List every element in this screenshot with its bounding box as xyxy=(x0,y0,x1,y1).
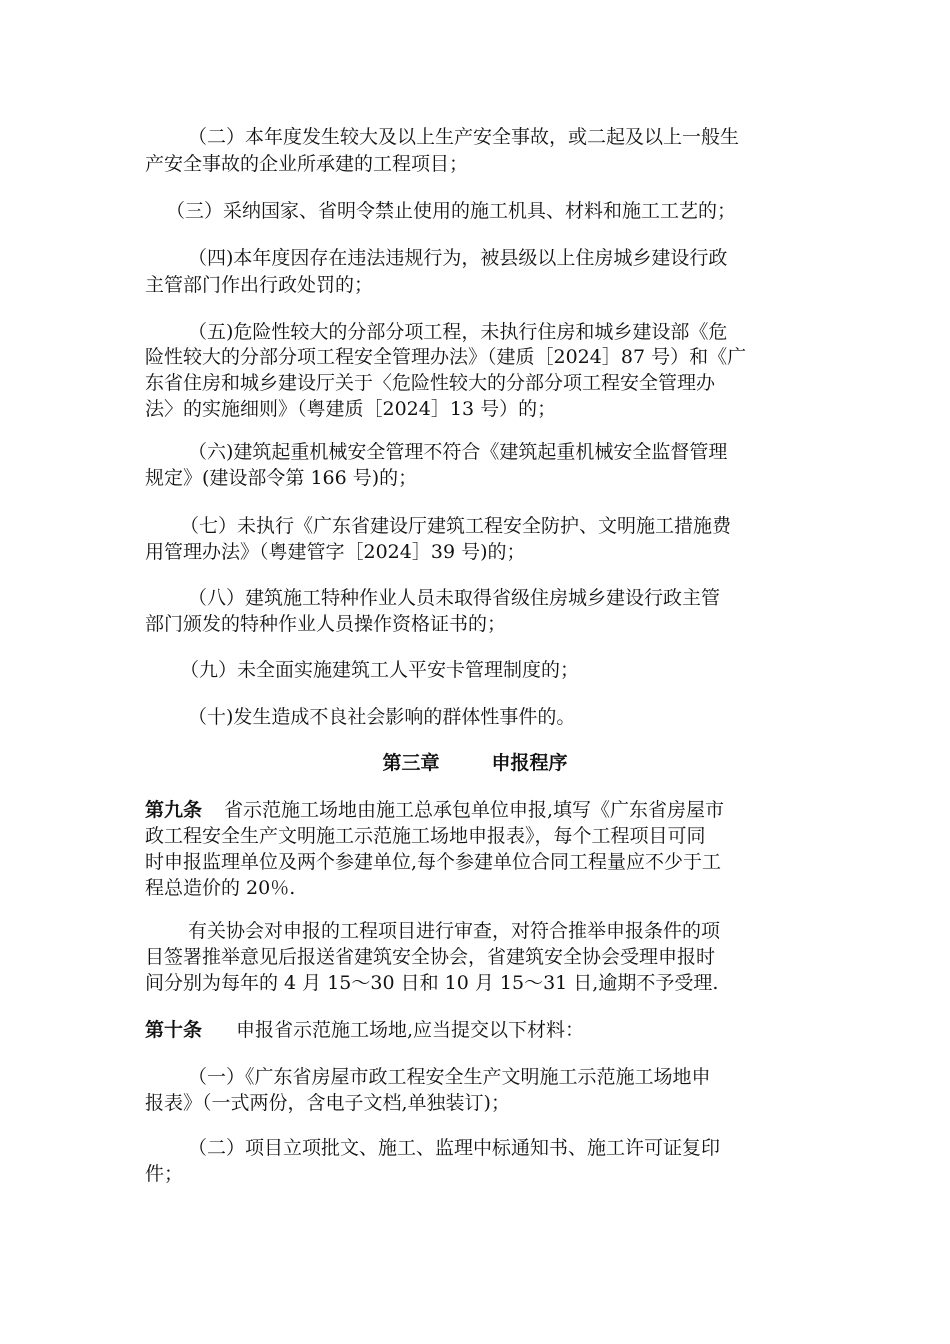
item-4-line-2: 主管部门作出行政处罚的； xyxy=(145,274,374,296)
article-9-label: 第九条 xyxy=(145,799,203,821)
article-10-text-1: 申报省示范施工场地,应当提交以下材料： xyxy=(236,1019,585,1041)
item-10-line-1: （十)发生造成不良社会影响的群体性事件的。 xyxy=(188,706,576,728)
item-6-line-1: （六)建筑起重机械安全管理不符合《建筑起重机械安全监督管理 xyxy=(188,441,728,463)
item-5-line-4: 法〉的实施细则》（粤建质［2024］13 号）的； xyxy=(145,398,557,420)
item-7-line-2: 用管理办法》（粤建管字［2024］39 号)的； xyxy=(145,541,526,563)
article-10-label: 第十条 xyxy=(145,1019,203,1041)
item-2-line-1: （二）本年度发生较大及以上生产安全事故，或二起及以上一般生 xyxy=(188,126,740,148)
article-9-line-2: 政工程安全生产文明施工示范施工场地申报表》，每个工程项目可同 xyxy=(145,825,706,847)
material-2-line-2: 件； xyxy=(145,1163,184,1185)
article-9-line-4: 程总造价的 20％. xyxy=(145,877,296,899)
article-9-text-1: 省示范施工场地由施工总承包单位申报,填写《广东省房屋市 xyxy=(224,799,725,821)
article-9-line-1 xyxy=(145,797,724,823)
chapter-heading xyxy=(0,750,950,776)
item-5-line-2: 险性较大的分部分项工程安全管理办法》（建质［2024］87 号）和《广 xyxy=(145,346,747,368)
item-8-line-1: （八）建筑施工特种作业人员未取得省级住房城乡建设行政主管 xyxy=(188,587,721,609)
chapter-title: 申报程序 xyxy=(491,752,568,774)
material-1-line-1: （一）《广东省房屋市政工程安全生产文明施工示范施工场地申 xyxy=(188,1066,711,1088)
assoc-line-1: 有关协会对申报的工程项目进行审查，对符合推举申报条件的项 xyxy=(188,920,721,942)
item-9-line-1: （九）未全面实施建筑工人平安卡管理制度的； xyxy=(180,659,580,681)
chapter-number: 第三章 xyxy=(382,752,440,774)
item-6-line-2: 规定》(建设部令第 166 号)的； xyxy=(145,467,418,489)
item-3-line-1: （三）采纳国家、省明令禁止使用的施工机具、材料和施工工艺的； xyxy=(166,200,737,222)
item-5-line-1: （五)危险性较大的分部分项工程，未执行住房和城乡建设部《危 xyxy=(188,321,728,343)
assoc-line-3: 间分别为每年的 4 月 15～30 日和 10 月 15～31 日,逾期不予受理. xyxy=(145,972,719,994)
item-7-line-1: （七）未执行《广东省建设厅建筑工程安全防护、文明施工措施费 xyxy=(180,515,732,537)
assoc-line-2: 目签署推举意见后报送省建筑安全协会，省建筑安全协会受理申报时 xyxy=(145,946,716,968)
material-1-line-2: 报表》（一式两份，含电子文档,单独装订)； xyxy=(145,1092,510,1114)
article-9-line-3: 时申报监理单位及两个参建单位,每个参建单位合同工程量应不少于工 xyxy=(145,851,722,873)
item-2-line-2: 产安全事故的企业所承建的工程项目； xyxy=(145,153,469,175)
item-5-line-3: 东省住房和城乡建设厅关于〈危险性较大的分部分项工程安全管理办 xyxy=(145,372,716,394)
item-4-line-1: （四)本年度因存在违法违规行为，被县级以上住房城乡建设行政 xyxy=(188,247,728,269)
item-8-line-2: 部门颁发的特种作业人员操作资格证书的； xyxy=(145,613,507,635)
material-2-line-1: （二）项目立项批文、施工、监理中标通知书、施工许可证复印 xyxy=(188,1137,721,1159)
article-10-line-1 xyxy=(145,1017,584,1043)
